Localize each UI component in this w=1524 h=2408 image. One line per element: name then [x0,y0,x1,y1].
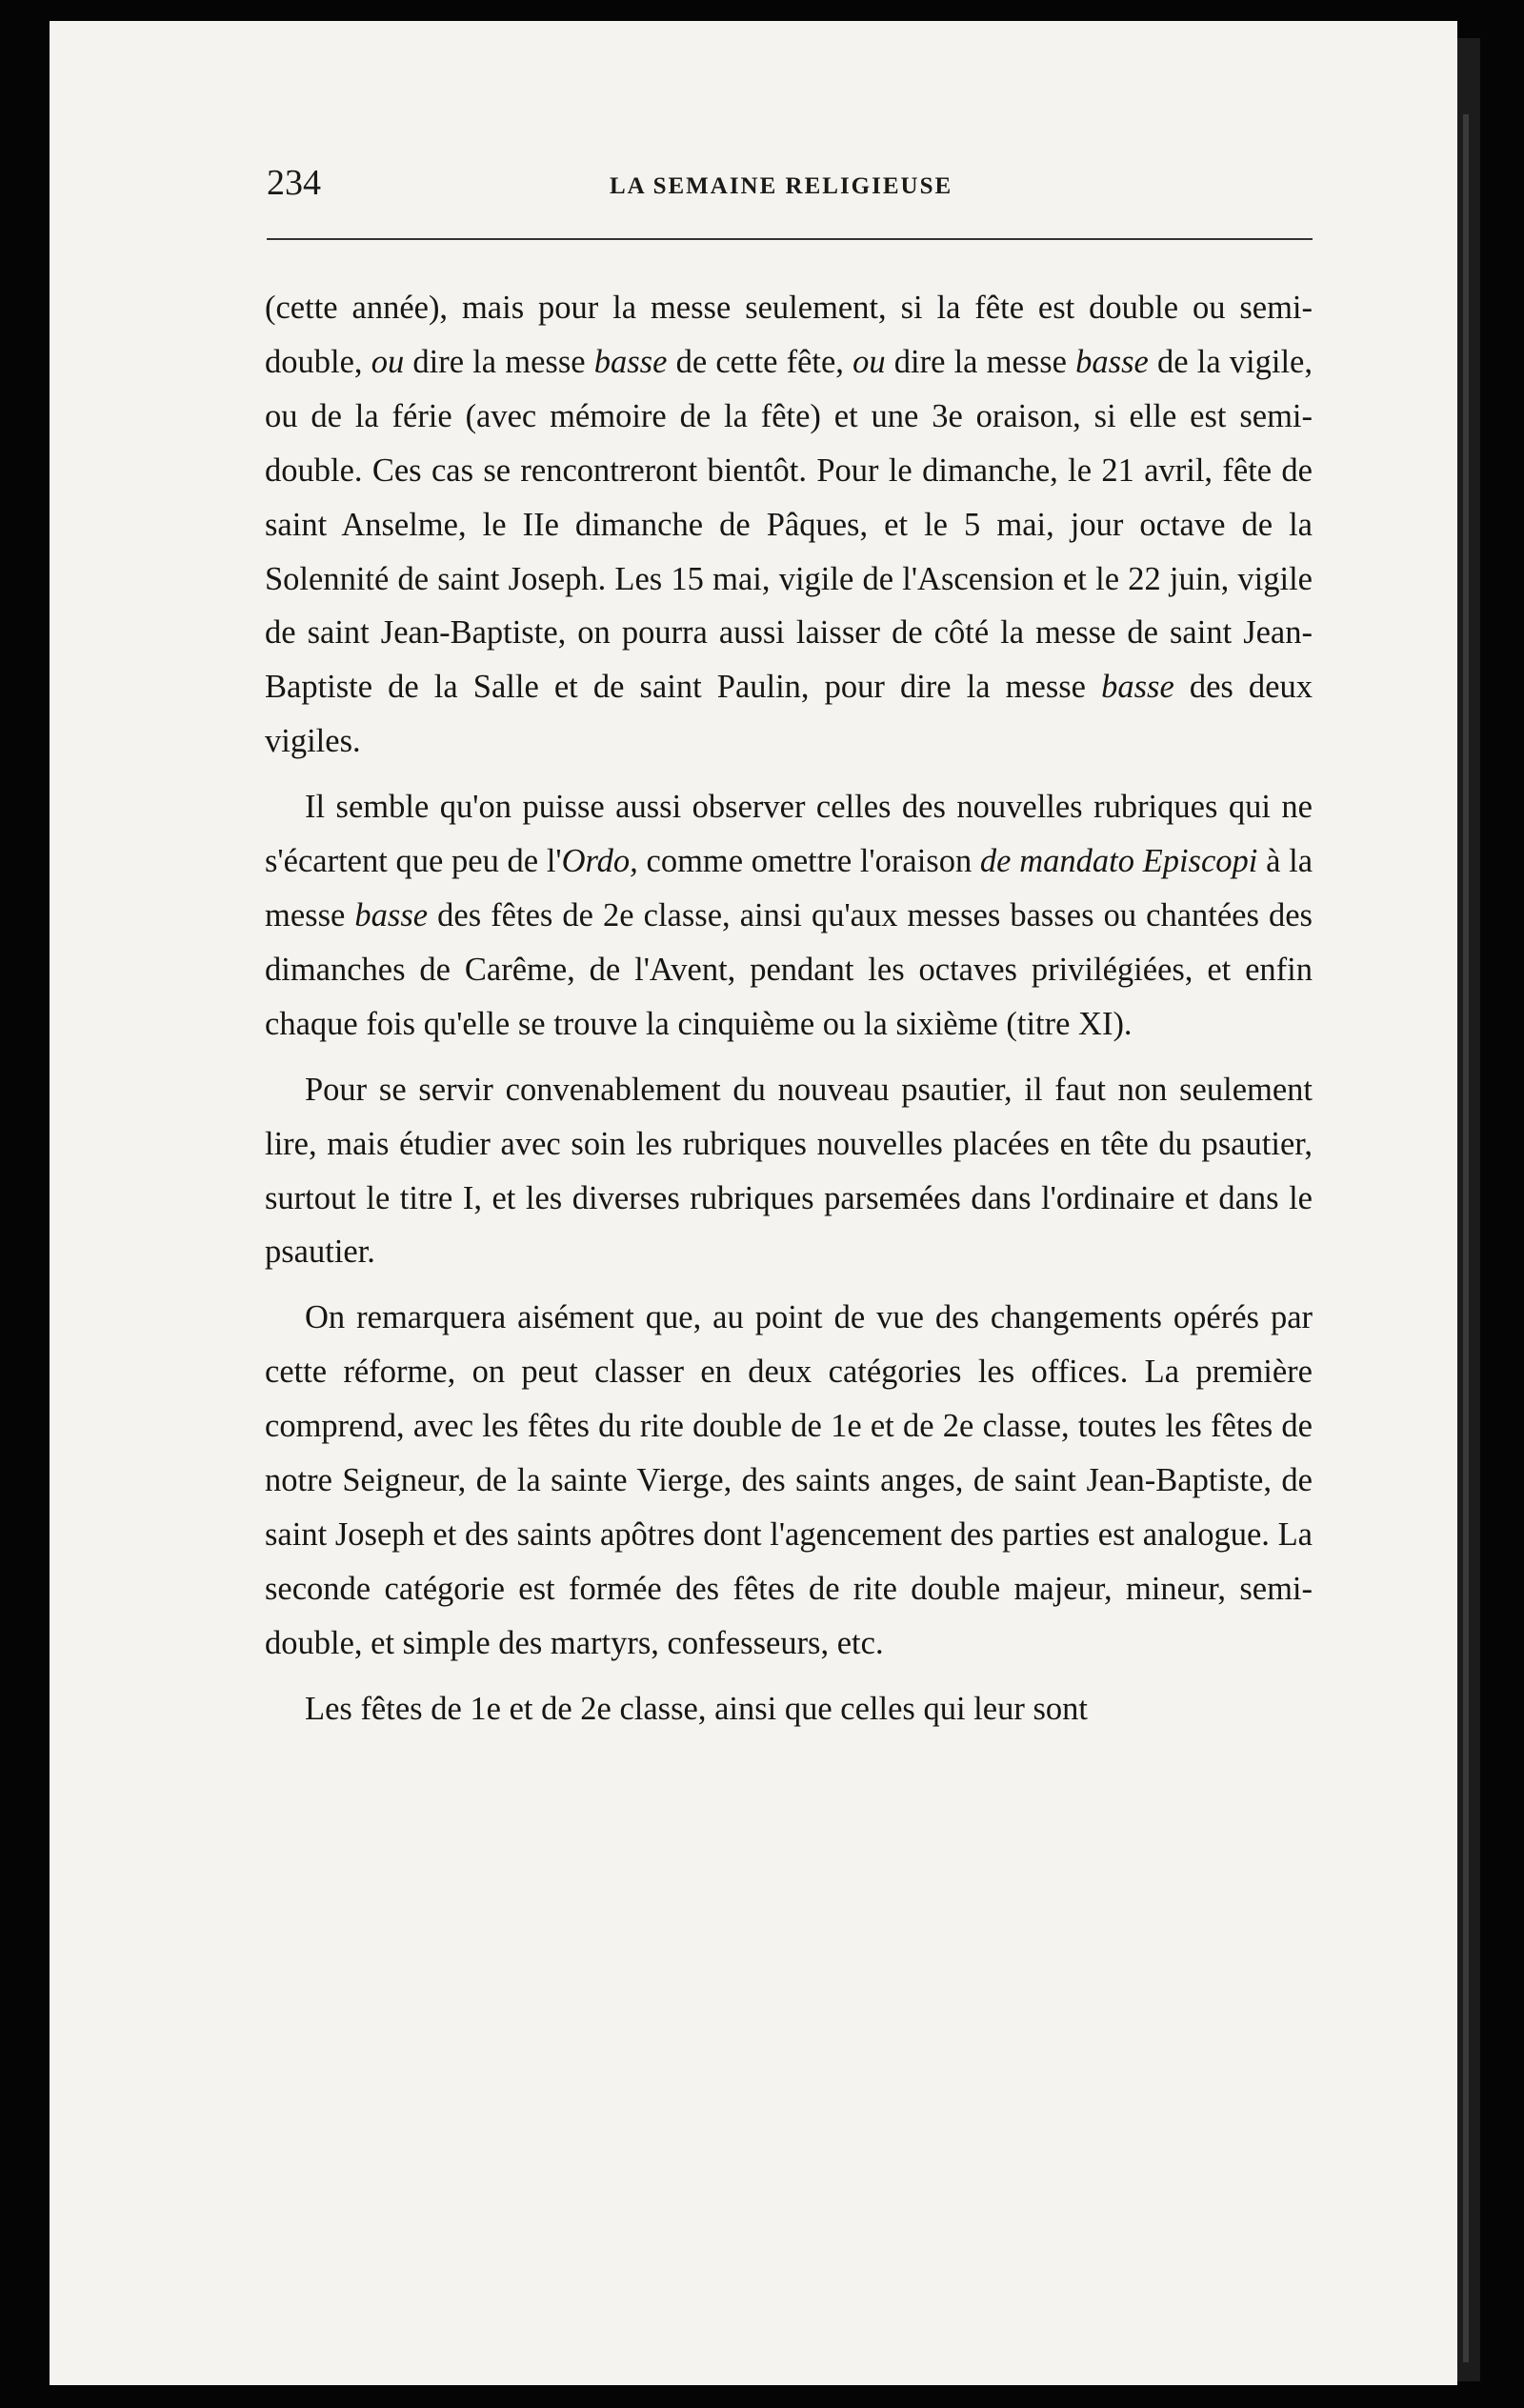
italic-run: basse [1075,343,1149,380]
running-title: LA SEMAINE RELIGIEUSE [610,173,953,199]
italic-run: ou [371,343,405,380]
paragraph-5 [265,1682,1313,1736]
header-rule [267,238,1313,240]
italic-run: ou [852,343,886,380]
text-run: Il semble qu'on puisse aussi observer celles des nouvelles rubriques qui ne s'écartent que peu de l' [265,789,1313,880]
text-run: des fêtes de 2e classe, ainsi qu'aux messes basses ou chantées des dimanches de Carême, de l'Avent, pendant les octaves privilégiées, et enfin chaque fois qu'elle se trouve la cinquième ou la sixième (titre XI). [265,896,1313,1042]
italic-run: basse [1101,669,1174,706]
page-header [267,162,1314,219]
paragraph-2 [265,780,1313,1052]
page-edge-line [1463,114,1469,2362]
paragraph-3 [265,1063,1313,1280]
paragraph-4 [265,1291,1313,1670]
text-run: dire la messe [885,343,1076,380]
body-text [265,281,1313,1736]
text-run: dire la messe [404,343,594,380]
text-run: On remarquera aisément que, au point de vue des changements opérés par cette réforme, on peut classer en deux catégories les offices. La première comprend, avec les fêtes du rite double de 1e et de 2e classe, toutes les fêtes de notre Seigneur, de la sainte Vierge, des saints anges, de saint Jean-Baptiste, de saint Joseph et des saints apôtres dont l'agencement des parties est analogue. La seconde catégorie est formée des fêtes de rite double majeur, mineur, semi-double, et simple des martyrs, confesseurs, etc. [265,1299,1313,1661]
text-run: (cette année), mais pour la messe seulement, si la fête est double ou semi-double, [265,290,1313,380]
page-number: 234 [267,163,321,203]
text-run: des deux vigiles. [265,669,1313,760]
italic-run: basse [593,343,668,380]
italic-run: de mandato Episcopi [979,843,1258,880]
italic-run: basse [354,896,429,933]
paragraph-1 [265,281,1313,769]
text-run: de la vigile, ou de la férie (avec mémoire de la fête) et une 3e oraison, si elle est semi-double. Ces cas se rencontreront bientôt. Pour le dimanche, le 21 avril, fête de saint Anselme, le IIe dimanche de Pâques, et le 5 mai, jour octave de la Solennité de saint Joseph. Les 15 mai, vigile de l'Ascension et le 22 juin, vigile de saint Jean-Baptiste, on pourra aussi laisser de côté la messe de saint Jean-Baptiste de la Salle et de saint Paulin, pour dire la messe [265,343,1313,706]
text-run: Pour se servir convenablement du nouveau psautier, il faut non seulement lire, mais étudier avec soin les rubriques nouvelles placées en tête du psautier, surtout le titre I, et les diverses rubriques parsemées dans l'ordinaire et dans le psautier. [265,1071,1313,1271]
italic-run: Ordo, [561,843,638,880]
text-run: comme omettre l'oraison [637,843,980,880]
text-run: de cette fête, [667,343,853,380]
text-run: à la messe [265,843,1313,933]
text-run: Les fêtes de 1e et de 2e classe, ainsi que celles qui leur sont [305,1690,1088,1727]
page-edge-shadow [1457,38,1480,2381]
